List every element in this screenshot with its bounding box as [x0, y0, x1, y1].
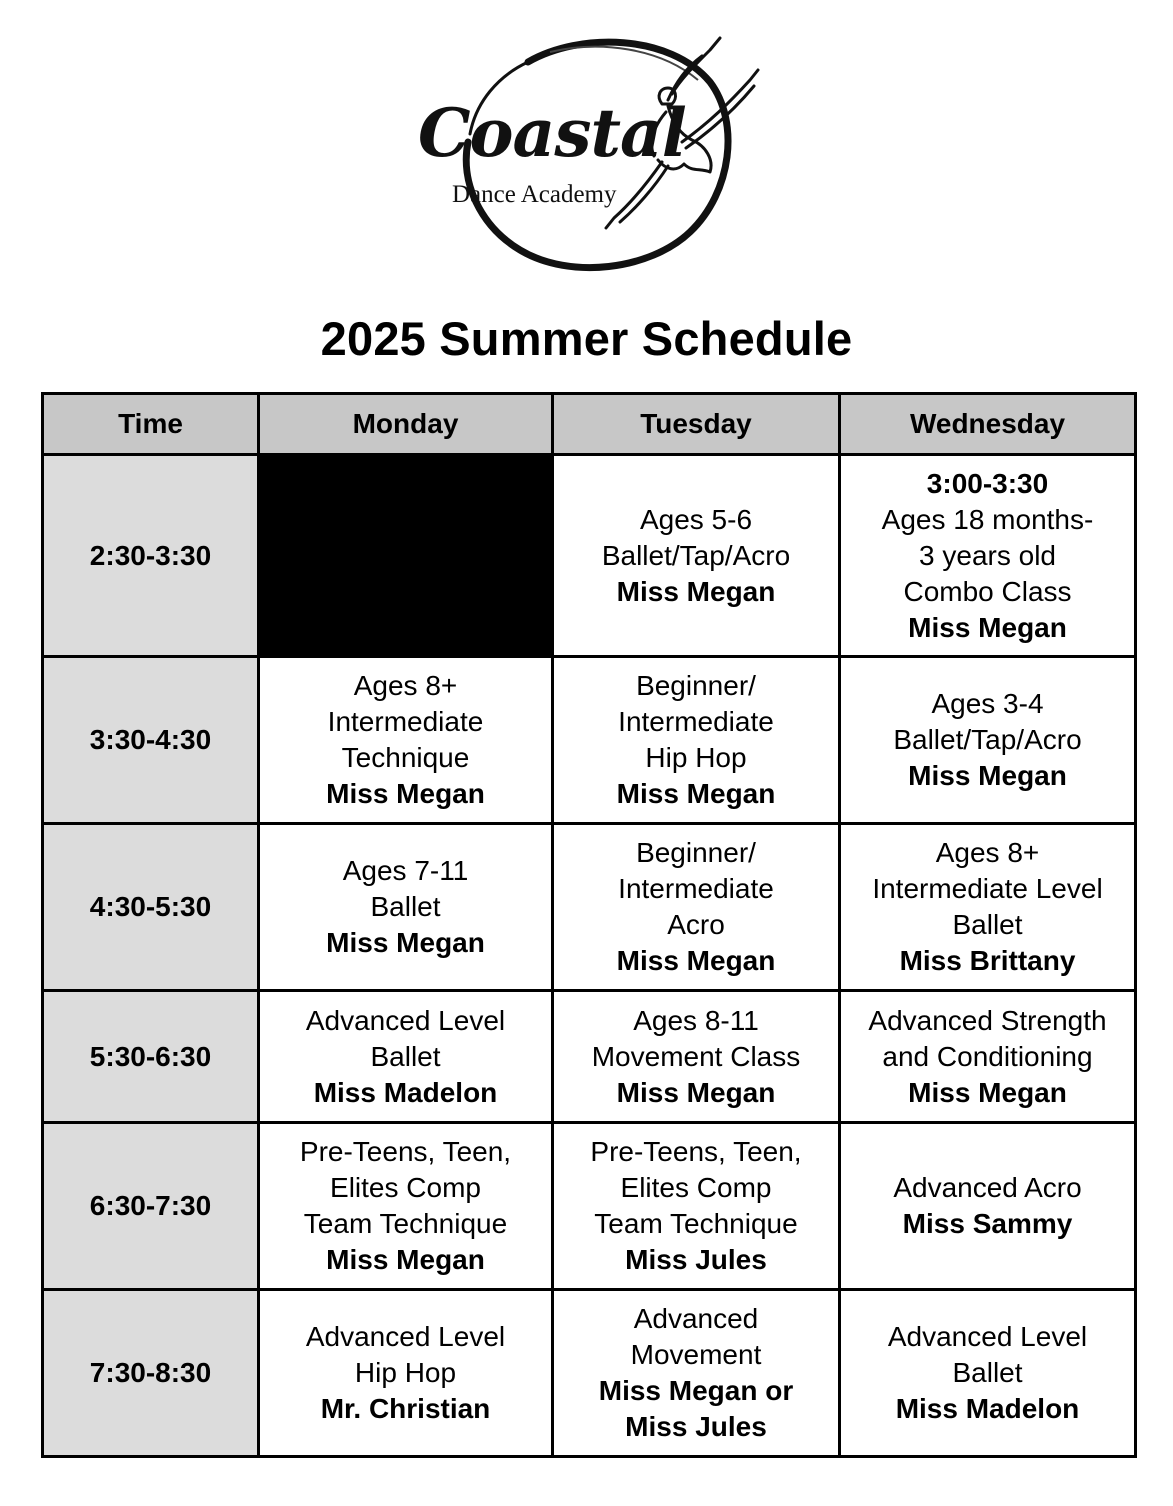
- instructor-name: Miss Megan: [908, 611, 1067, 643]
- monday-class-cell: [259, 991, 553, 1123]
- class-detail-line: Ages 8+: [353, 670, 458, 701]
- monday-class-cell: [259, 1290, 553, 1457]
- class-detail-line: Ages 5-6: [639, 503, 753, 535]
- instructor-name: Miss Madelon: [895, 1393, 1080, 1424]
- time-cell: 2:30-3:30: [43, 455, 259, 657]
- table-row: [43, 991, 1136, 1123]
- class-detail-line: Ages 8+: [935, 837, 1040, 868]
- wednesday-class-cell: [840, 1290, 1136, 1457]
- tuesday-class-cell: [553, 991, 840, 1123]
- instructor-name: Miss Brittany: [899, 945, 1076, 976]
- header-monday: Monday: [259, 394, 553, 455]
- class-detail-line: Movement Class: [591, 1040, 801, 1072]
- time-cell: 6:30-7:30: [43, 1123, 259, 1290]
- class-detail-line: Beginner/: [636, 837, 756, 868]
- class-detail-line: Ballet: [952, 909, 1023, 940]
- time-cell: 7:30-8:30: [43, 1290, 259, 1457]
- class-detail-line: Advanced Strength: [868, 1004, 1107, 1036]
- header-time: Time: [43, 394, 259, 455]
- monday-blocked-cell: [259, 455, 553, 657]
- class-detail-line: Hip Hop: [354, 1357, 457, 1388]
- header-row: [43, 394, 1136, 455]
- class-detail-line: Intermediate: [618, 873, 774, 904]
- instructor-name: Miss Sammy: [902, 1208, 1073, 1239]
- instructor-name: Miss Madelon: [313, 1076, 498, 1108]
- class-detail-line: Ballet: [952, 1357, 1023, 1388]
- schedule-body: [43, 455, 1136, 1457]
- header-wednesday: Wednesday: [840, 394, 1136, 455]
- tuesday-class-cell: [553, 1123, 840, 1290]
- class-detail-line: Ballet: [370, 891, 441, 922]
- schedule-table: [41, 392, 1137, 1458]
- table-row: [43, 824, 1136, 991]
- class-detail-line: Team Technique: [594, 1208, 798, 1239]
- class-detail-line: Advanced Level: [305, 1004, 506, 1036]
- time-cell: 3:30-4:30: [43, 657, 259, 824]
- class-detail-line: Intermediate: [618, 706, 774, 737]
- monday-class-cell: [259, 1123, 553, 1290]
- table-row: [43, 657, 1136, 824]
- logo-subtitle-text: Dance Academy: [452, 181, 617, 208]
- class-detail-line: Advanced Level: [887, 1321, 1088, 1352]
- class-detail-line: Intermediate: [327, 706, 484, 737]
- instructor-name: Miss Megan: [326, 778, 485, 809]
- class-detail-line: Advanced: [633, 1303, 759, 1334]
- page-title: 2025 Summer Schedule: [320, 312, 853, 365]
- instructor-name: Mr. Christian: [320, 1393, 491, 1424]
- table-row: [43, 455, 1136, 657]
- class-detail-line: Ages 7-11: [342, 855, 469, 886]
- logo-brand-text: Coastal: [418, 94, 686, 172]
- instructor-name: Miss Megan: [616, 575, 776, 607]
- time-cell: 4:30-5:30: [43, 824, 259, 991]
- class-detail-line: Movement: [630, 1339, 762, 1370]
- instructor-name: Miss Megan: [326, 927, 485, 958]
- class-detail-line: Acro: [667, 909, 725, 940]
- class-detail-line: Team Technique: [303, 1208, 508, 1239]
- class-detail-line: Ballet/Tap/Acro: [601, 539, 791, 571]
- monday-class-cell: [259, 824, 553, 991]
- wednesday-class-cell: [840, 455, 1136, 657]
- class-detail-line: Elites Comp: [620, 1172, 772, 1203]
- instructor-name: Miss Megan: [616, 778, 776, 809]
- class-detail-line: Technique: [341, 742, 470, 773]
- class-detail-line: Combo Class: [903, 575, 1072, 607]
- class-detail-line: Ages 18 months-: [881, 503, 1094, 535]
- class-detail-line: Ballet/Tap/Acro: [893, 724, 1082, 755]
- class-detail-line: Ages 3-4: [931, 688, 1044, 719]
- class-detail-line: 3 years old: [919, 539, 1056, 571]
- class-detail-line: Ballet: [370, 1040, 441, 1072]
- class-detail-line: Beginner/: [636, 670, 756, 701]
- instructor-name: Miss Jules: [625, 1411, 767, 1442]
- class-detail-line: Miss Megan or: [598, 1375, 794, 1406]
- class-detail-line: Advanced Acro: [893, 1172, 1082, 1203]
- wednesday-class-cell: [840, 1123, 1136, 1290]
- class-detail-line: Advanced Level: [305, 1321, 506, 1352]
- tuesday-class-cell: [553, 1290, 840, 1457]
- tuesday-class-cell: [553, 455, 840, 657]
- wednesday-class-cell: [840, 824, 1136, 991]
- class-detail-line: Hip Hop: [645, 742, 747, 773]
- wednesday-class-cell: [840, 991, 1136, 1123]
- academy-logo: [410, 22, 770, 282]
- instructor-name: Miss Jules: [625, 1244, 767, 1275]
- time-cell: 5:30-6:30: [43, 991, 259, 1123]
- class-detail-line: 3:00-3:30: [926, 467, 1049, 499]
- class-detail-line: and Conditioning: [882, 1040, 1093, 1072]
- instructor-name: Miss Megan: [908, 1076, 1067, 1108]
- class-detail-line: Intermediate Level: [872, 873, 1103, 904]
- table-row: [43, 1290, 1136, 1457]
- class-detail-line: Pre-Teens, Teen,: [590, 1136, 802, 1167]
- class-detail-line: Ages 8-11: [633, 1004, 759, 1036]
- instructor-name: Miss Megan: [908, 760, 1067, 791]
- instructor-name: Miss Megan: [616, 945, 776, 976]
- class-detail-line: Pre-Teens, Teen,: [299, 1136, 512, 1167]
- monday-class-cell: [259, 657, 553, 824]
- wednesday-class-cell: [840, 657, 1136, 824]
- header-tuesday: Tuesday: [553, 394, 840, 455]
- instructor-name: Miss Megan: [326, 1244, 485, 1275]
- tuesday-class-cell: [553, 657, 840, 824]
- instructor-name: Miss Megan: [616, 1076, 776, 1108]
- table-row: [43, 1123, 1136, 1290]
- tuesday-class-cell: [553, 824, 840, 991]
- class-detail-line: Elites Comp: [330, 1172, 481, 1203]
